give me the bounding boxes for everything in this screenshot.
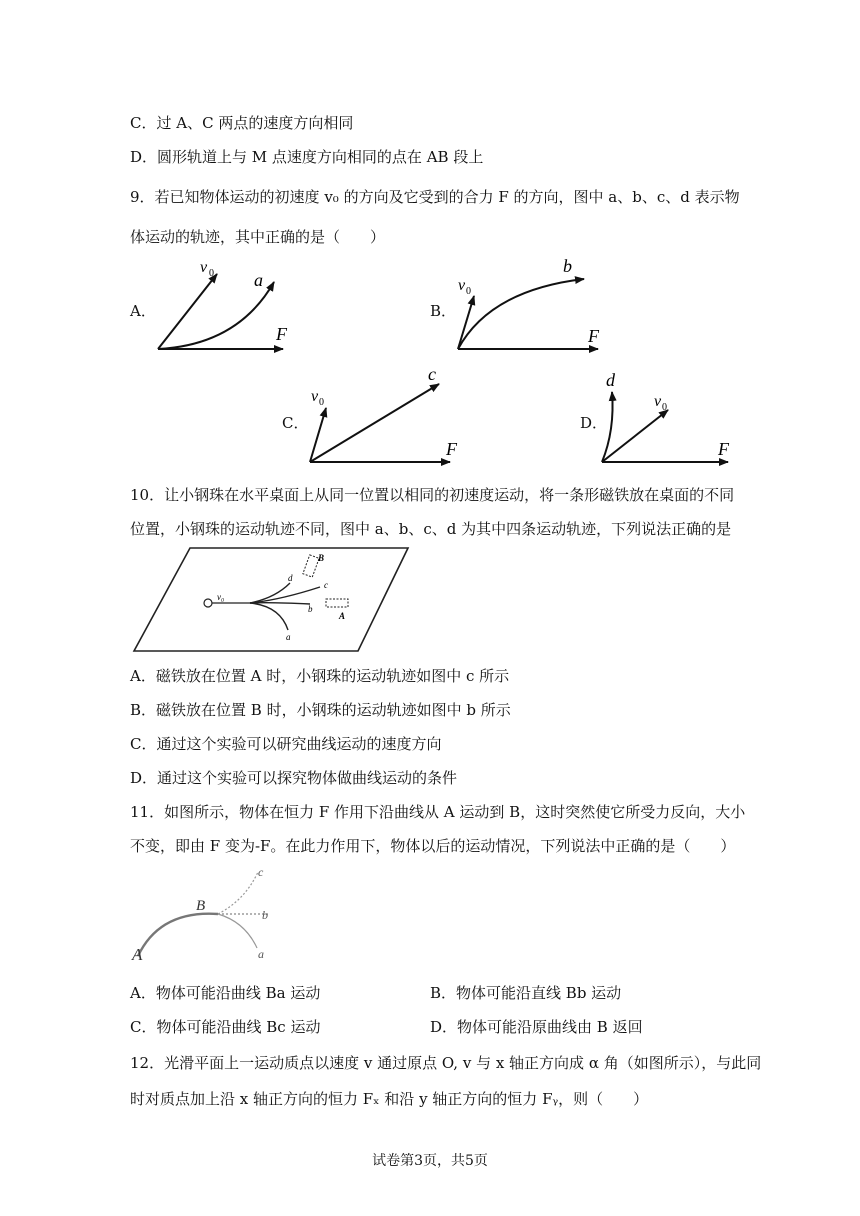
q9-figure-a xyxy=(158,259,288,349)
q9-figure-b xyxy=(458,256,600,349)
q11-option-a: A．物体可能沿曲线 Ba 运动 xyxy=(130,984,321,1002)
q11-option-b: B．物体可能沿直线 Bb 运动 xyxy=(430,984,622,1002)
curve-label-d: d xyxy=(606,370,615,390)
trajectory-a xyxy=(250,603,288,630)
q9-figures xyxy=(0,0,860,480)
magnet-label-a: A xyxy=(339,611,346,621)
q8-option-d: D．圆形轨道上与 M 点速度方向相同的点在 AB 段上 xyxy=(130,148,484,166)
q9-option-a-label: A． xyxy=(130,302,156,320)
force-label-b: F xyxy=(588,326,599,346)
magnet-label-b: B xyxy=(318,553,325,563)
v0-label: v₀ xyxy=(217,592,225,602)
v0-subscript-a: 0 xyxy=(209,268,214,279)
curve-label-c: c xyxy=(324,580,328,590)
velocity-arrow-a xyxy=(158,274,217,349)
v0-subscript-c: 0 xyxy=(319,397,324,408)
curve-label-b: b xyxy=(262,908,268,922)
q10-figure xyxy=(120,544,420,659)
curve-label-d: d xyxy=(288,573,293,583)
q10-stem-line2: 位置，小钢珠的运动轨迹不同，图中 a、b、c、d 为其中四条运动轨迹，下列说法正确的是 xyxy=(130,520,732,538)
force-label-d: F xyxy=(718,439,729,459)
q12-stem-line1: 12．光滑平面上一运动质点以速度 v 通过原点 O, v 与 x 轴正方向成 α 角（如图所示），与此同 xyxy=(130,1054,762,1072)
point-a-label: A xyxy=(132,945,143,964)
v0-label-d: v xyxy=(654,393,662,410)
q11-option-c: C．物体可能沿曲线 Bc 运动 xyxy=(130,1018,321,1036)
q10-option-d: D．通过这个实验可以探究物体做曲线运动的条件 xyxy=(130,769,458,787)
steel-ball xyxy=(204,599,212,607)
curve-bc xyxy=(218,872,258,914)
v0-label-b: v xyxy=(458,277,466,294)
curve-label-a: a xyxy=(258,947,264,961)
curve-label-c: c xyxy=(258,865,264,879)
velocity-arrow-b xyxy=(458,296,474,349)
magnet-position-b xyxy=(303,555,319,577)
v0-label-c: v xyxy=(311,388,319,405)
q12-stem-line2: 时对质点加上沿 x 轴正方向的恒力 Fₓ 和沿 y 轴正方向的恒力 Fᵧ，则（ ） xyxy=(130,1090,649,1108)
q11-option-d: D．物体可能沿原曲线由 B 返回 xyxy=(430,1018,643,1036)
q9-stem-line1: 9．若已知物体运动的初速度 v₀ 的方向及它受到的合力 F 的方向，图中 a、b、c、d 表示物 xyxy=(130,188,740,206)
force-label-a: F xyxy=(276,324,287,344)
q10-option-b: B．磁铁放在位置 B 时，小钢珠的运动轨迹如图中 b 所示 xyxy=(130,701,511,719)
q11-figure xyxy=(120,862,300,967)
curve-label-a: a xyxy=(254,270,263,290)
q9-option-c-label: C． xyxy=(282,414,309,432)
curve-label-c: c xyxy=(428,364,436,384)
q11-stem-line2: 不变，即由 F 变为-F。在此力作用下，物体以后的运动情况，下列说法中正确的是（ ） xyxy=(130,837,736,855)
curve-ab xyxy=(138,914,218,956)
page-footer: 试卷第3页，共5页 xyxy=(372,1153,488,1169)
curve-label-a: a xyxy=(286,632,291,642)
q10-stem-line1: 10．让小钢珠在水平桌面上从同一位置以相同的初速度运动，将一条形磁铁放在桌面的不同 xyxy=(130,486,735,504)
q8-option-c: C．过 A、C 两点的速度方向相同 xyxy=(130,114,354,132)
q9-option-d-label: D． xyxy=(580,414,608,432)
q11-stem-line1: 11．如图所示，物体在恒力 F 作用下沿曲线从 A 运动到 B，这时突然使它所受力反向，大小 xyxy=(130,803,746,821)
curve-ba xyxy=(218,914,257,948)
q9-stem-line2: 体运动的轨迹，其中正确的是（ ） xyxy=(130,228,386,246)
curve-label-b: b xyxy=(563,256,572,276)
magnet-position-a xyxy=(326,599,348,607)
q10-option-c: C．通过这个实验可以研究曲线运动的速度方向 xyxy=(130,735,442,753)
q9-option-b-label: B． xyxy=(430,302,457,320)
point-b-label: B xyxy=(196,898,206,914)
trajectory-b xyxy=(458,279,584,349)
v0-subscript-b: 0 xyxy=(466,286,471,297)
trajectory-a xyxy=(158,282,274,349)
v0-subscript-d: 0 xyxy=(662,402,667,413)
q9-figure-d xyxy=(602,370,730,462)
q9-figure-c xyxy=(310,364,458,462)
trajectory-c xyxy=(310,384,439,462)
curve-label-b: b xyxy=(308,604,313,614)
force-label-c: F xyxy=(446,439,457,459)
v0-label-a: v xyxy=(200,259,208,276)
q10-option-a: A．磁铁放在位置 A 时，小钢珠的运动轨迹如图中 c 所示 xyxy=(130,667,510,685)
trajectory-d xyxy=(602,392,613,462)
